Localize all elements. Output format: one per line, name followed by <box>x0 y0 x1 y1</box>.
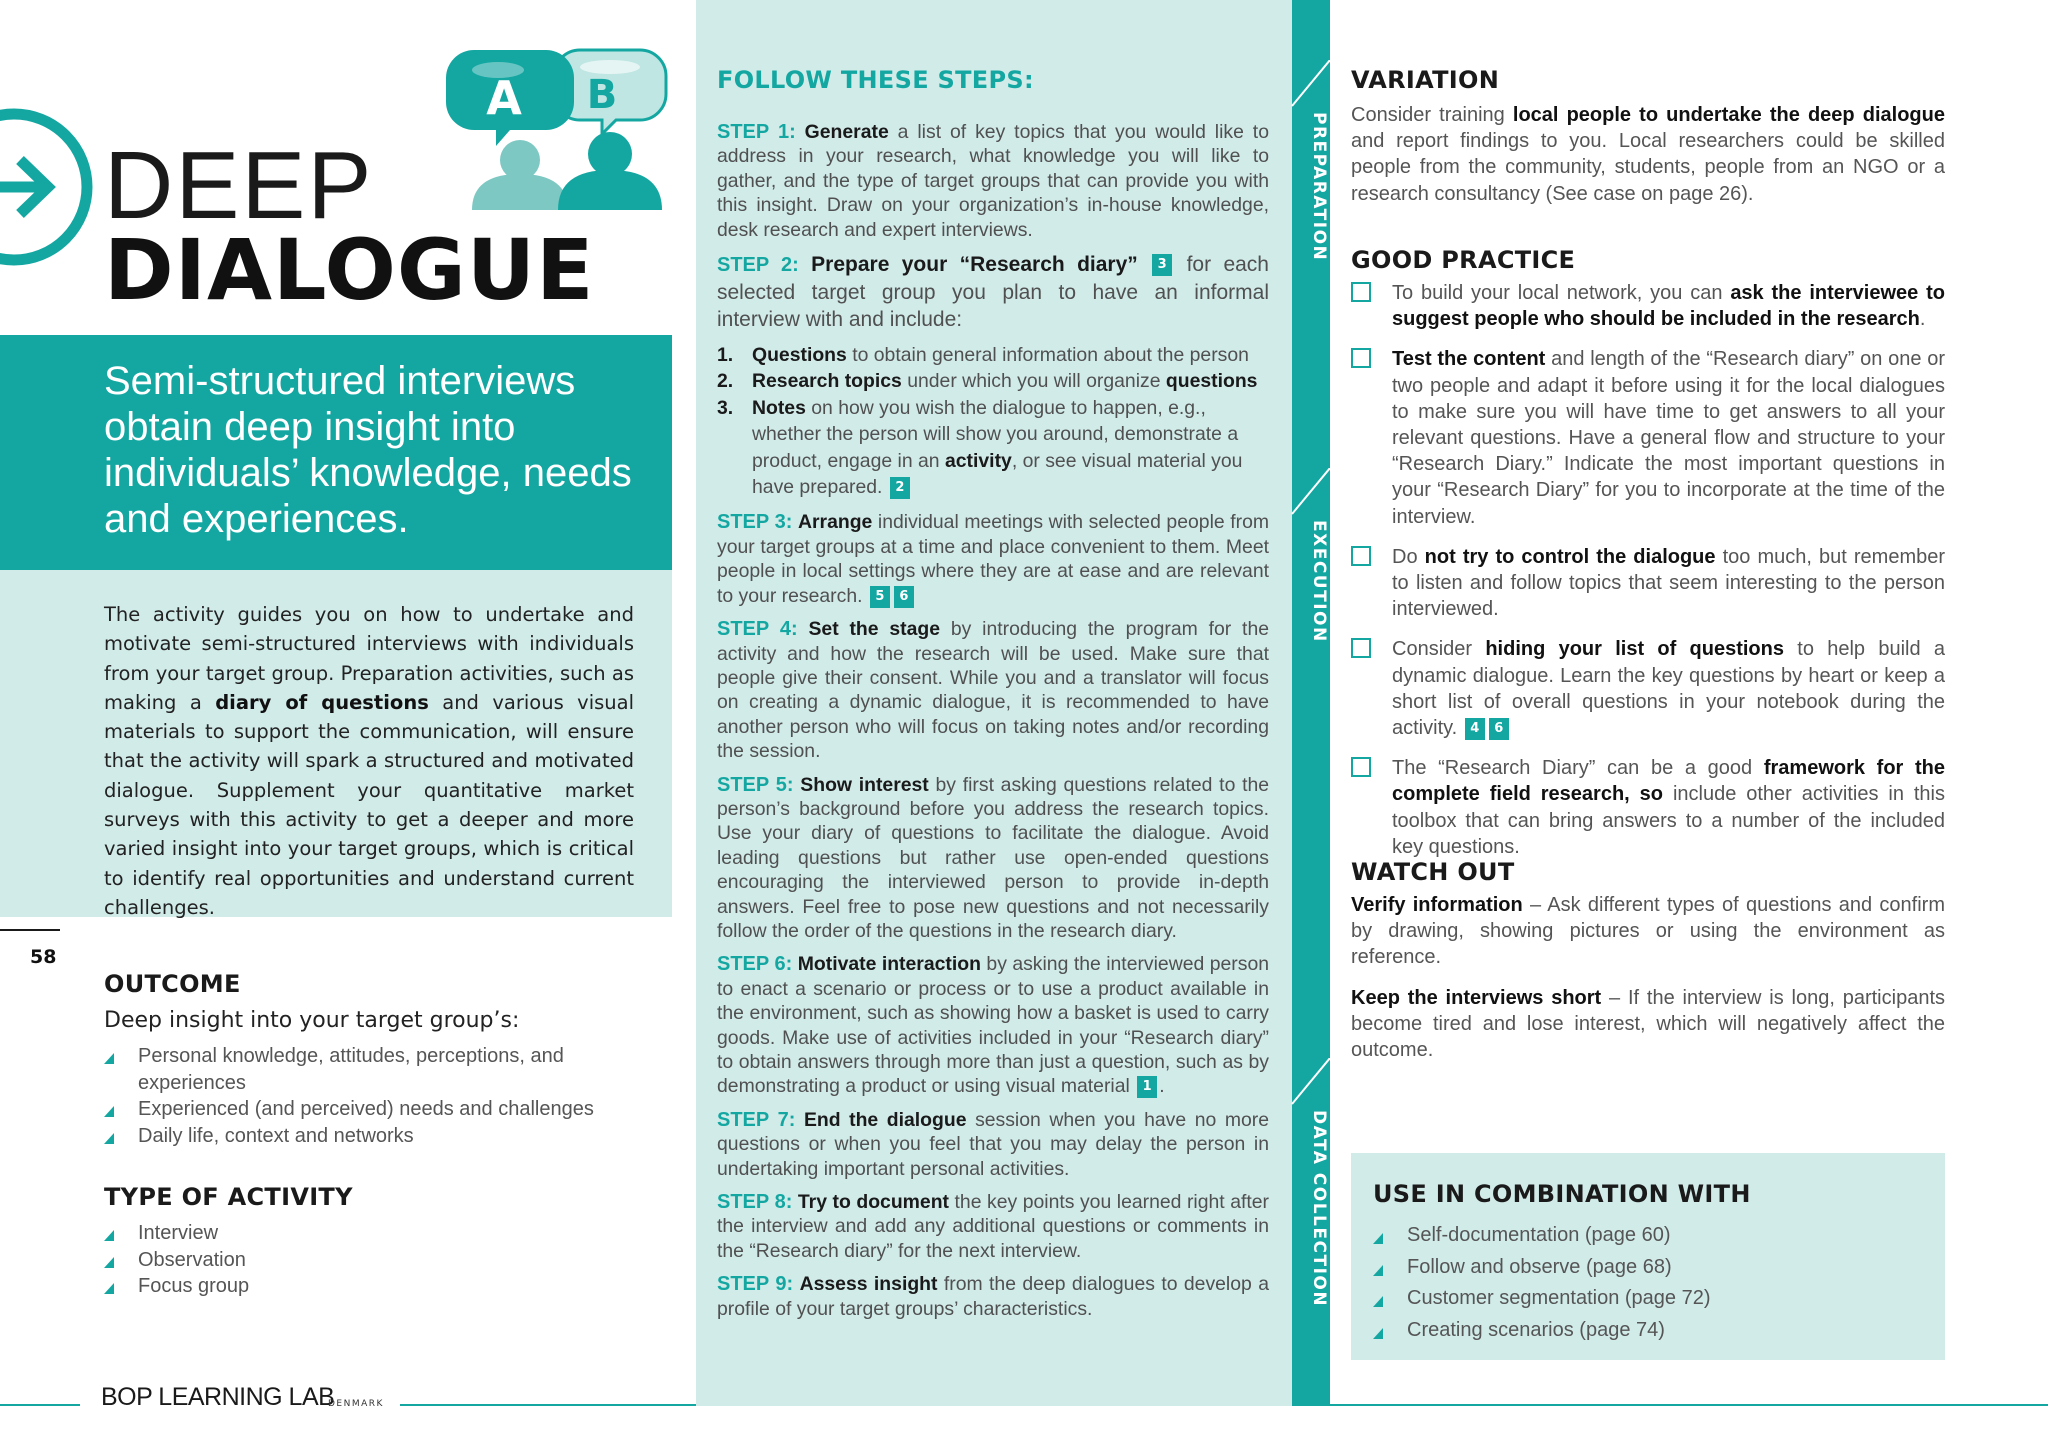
reference-badge: 6 <box>894 586 914 608</box>
step-2: STEP 2: Prepare your “Research diary” 3 for each selected target group you plan to have an informal interview with and include: <box>717 253 1269 332</box>
checklist-item: Do not try to control the dialogue too much, but remember to listen and follow topics that seem interesting to the person interviewed. <box>1351 544 1945 623</box>
brand-logo-text: BOP LEARNING LAB <box>101 1383 335 1411</box>
reference-badge: 6 <box>1489 718 1509 740</box>
variation-heading: VARIATION <box>1351 66 1500 94</box>
reference-badge: 3 <box>1152 254 1172 276</box>
step-2-sublist <box>717 342 1269 500</box>
triangle-bullet-icon <box>1373 1296 1383 1307</box>
list-item: Personal knowledge, attitudes, perceptions, and experiences <box>104 1043 604 1096</box>
list-item: 3. Notes on how you wish the dialogue to happen, e.g., whether the person will show you around, demonstrate a product, engage in an activity, or see visual material you have prepared. 2 <box>717 396 1243 499</box>
triangle-bullet-icon <box>104 1230 114 1241</box>
triangle-bullet-icon <box>104 1283 114 1294</box>
phase-label-preparation: PREPARATION <box>1309 112 1329 262</box>
checklist-item: To build your local network, you can ask the interviewee to suggest people who should be included in the research. <box>1351 280 1945 332</box>
step-9: STEP 9: Assess insight from the deep dialogues to develop a profile of your target groups’ characteristics. <box>717 1273 1269 1320</box>
step-6: STEP 6: Motivate interaction by asking the interviewed person to enact a scenario or process or to use a product available in the environment, such as showing how a basket is used to carry goods. Make use of activities included in your “Research diary” to obtain answers through more than just a question, such as by demonstrating a product or using visual material 1 . <box>717 953 1270 1098</box>
brand-subtitle: DENMARK <box>328 1399 384 1409</box>
checklist-item: Test the content and length of the “Research diary” on one or two people and adapt it before using it for the local dialogues to make sure you will have time to get answers to all your relevant questions. Have a general flow and structure to your “Research Diary.” Indicate the most important questions in your “Research Diary” for you to incorporate at the time of the interview. <box>1351 346 1945 529</box>
step-4: STEP 4: Set the stage by introducing the program for the activity and how the research will be used. Make sure that people give their consent. While you and a translator will focus on creating a dynamic dialogue, it is recommended to have another person who will focus on taking notes and/or recording the session. <box>717 618 1270 763</box>
step-7: STEP 7: End the dialogue session when you have no more questions or when you feel that you may delay the person in undertaking important personal activities. <box>717 1108 1269 1180</box>
combination-list <box>1373 1220 1913 1346</box>
list-item: 2. Research topics under which you will organize questions <box>717 370 1258 393</box>
reference-badge: 5 <box>870 586 890 608</box>
list-item: Daily life, context and networks <box>104 1123 604 1150</box>
triangle-bullet-icon <box>1373 1233 1383 1244</box>
list-item: 1. Questions to obtain general information about the person <box>717 344 1249 367</box>
checkbox-icon <box>1351 348 1371 368</box>
triangle-bullet-icon <box>1373 1265 1383 1276</box>
triangle-bullet-icon <box>104 1053 114 1064</box>
step-5: STEP 5: Show interest by first asking questions related to the person’s background before you address the research topics. Use your diary of questions to facilitate the dialogue. Avoid leading questions but rather use open-ended questions encouraging the interviewed person to provide in-depth answers. Feel free to pose new questions and not necessarily follow the order of the questions in the research diary. <box>717 773 1270 942</box>
steps-list <box>717 120 1269 1330</box>
description-text: The activity guides you on how to undertake and motivate semi-structured interviews with individuals from your target group. Preparation activities, such as making a diary of questions and various visual materials to support the communication, will ensure that the activity will spark a structured and motivated dialogue. Supplement your quantitative market surveys with this activity to get a deeper and more varied insight into your target groups, which is critical to identify real opportunities and understand current challenges. <box>104 603 635 919</box>
reference-badge: 1 <box>1137 1076 1157 1098</box>
checklist-item: Consider hiding your list of questions to help build a dynamic dialogue. Learn the key questions by heart or keep a short list of overall questions in your notebook during the activity. 4 6 <box>1351 636 1945 741</box>
checkbox-icon <box>1351 282 1371 302</box>
dialogue-people-icon <box>440 42 670 212</box>
checklist-item: The “Research Diary” can be a good framework for the complete field research, so include other activities in this toolbox that can bring answers to a number of the included key questions. <box>1351 755 1945 860</box>
checkbox-icon <box>1351 546 1371 566</box>
page-number-rule <box>0 929 60 931</box>
list-item: Observation <box>104 1247 504 1274</box>
phase-label-execution: EXECUTION <box>1309 520 1329 643</box>
steps-heading: FOLLOW THESE STEPS: <box>717 66 1034 94</box>
watch-out-item: Verify information – Ask different types of questions and confirm by drawing, showing pictures or using the environment as reference. <box>1351 894 1945 969</box>
watch-out-heading: WATCH OUT <box>1351 858 1515 886</box>
list-item: Interview <box>104 1220 504 1247</box>
list-item: Experienced (and perceived) needs and challenges <box>104 1096 604 1123</box>
good-practice-heading: GOOD PRACTICE <box>1351 246 1576 274</box>
list-item: Creating scenarios (page 74) <box>1373 1315 1913 1347</box>
list-item: Follow and observe (page 68) <box>1373 1252 1913 1284</box>
page-number: 58 <box>30 946 57 968</box>
intro-text: Semi-structured interviews obtain deep insight into individuals’ knowledge, needs and experiences. <box>104 359 632 541</box>
variation-text: Consider training local people to undertake the deep dialogue and report findings to you. Local researchers could be skilled people from the community, students, people from an NGO or a research consultancy (See case on page 26). <box>1351 104 1945 205</box>
checkbox-icon <box>1351 757 1371 777</box>
reference-badge: 4 <box>1465 718 1485 740</box>
outcome-list <box>104 1043 604 1149</box>
arrow-circle-icon <box>0 108 96 266</box>
combination-heading: USE IN COMBINATION WITH <box>1373 1180 1751 1208</box>
outcome-lead: Deep insight into your target group’s: <box>104 1008 520 1033</box>
watch-out-item: Keep the interviews short – If the interview is long, participants become tired and lose interest, which will negatively affect the outcome. <box>1351 986 1945 1062</box>
list-item: Self-documentation (page 60) <box>1373 1220 1913 1252</box>
page-title-line2: DIALOGUE <box>104 221 595 319</box>
footer-rule-left <box>0 1404 80 1406</box>
letter-b-label: B <box>586 72 618 118</box>
intro-notch <box>646 545 672 570</box>
reference-badge: 2 <box>890 477 910 499</box>
step-3: STEP 3: Arrange individual meetings with selected people from your target groups at a time and place convenient to them. Meet people in local settings where they are at ease and are relevant to your research. 5 6 <box>717 511 1270 607</box>
outcome-heading: OUTCOME <box>104 970 241 998</box>
watch-out-text <box>1351 892 1945 1077</box>
checkbox-icon <box>1351 638 1371 658</box>
list-item: Focus group <box>104 1273 504 1300</box>
step-8: STEP 8: Try to document the key points you learned right after the interview and add any additional questions or comments in the “Research diary” for the next interview. <box>717 1191 1270 1262</box>
type-of-activity-list <box>104 1220 504 1300</box>
triangle-bullet-icon <box>104 1133 114 1144</box>
triangle-bullet-icon <box>1373 1328 1383 1339</box>
page-title-line1: DEEP <box>104 132 374 239</box>
triangle-bullet-icon <box>104 1257 114 1268</box>
letter-a-label: A <box>486 71 522 125</box>
good-practice-list <box>1351 280 1945 874</box>
triangle-bullet-icon <box>104 1106 114 1117</box>
type-of-activity-heading: TYPE OF ACTIVITY <box>104 1183 353 1211</box>
phase-label-data-collection: DATA COLLECTION <box>1309 1110 1329 1308</box>
list-item: Customer segmentation (page 72) <box>1373 1283 1913 1315</box>
step-1: STEP 1: Generate a list of key topics that you would like to address in your research, what knowledge you will like to gather, and the type of target groups that can provide you with this insight. Draw on your organization’s in-house knowledge, desk research and expert interviews. <box>717 121 1269 241</box>
